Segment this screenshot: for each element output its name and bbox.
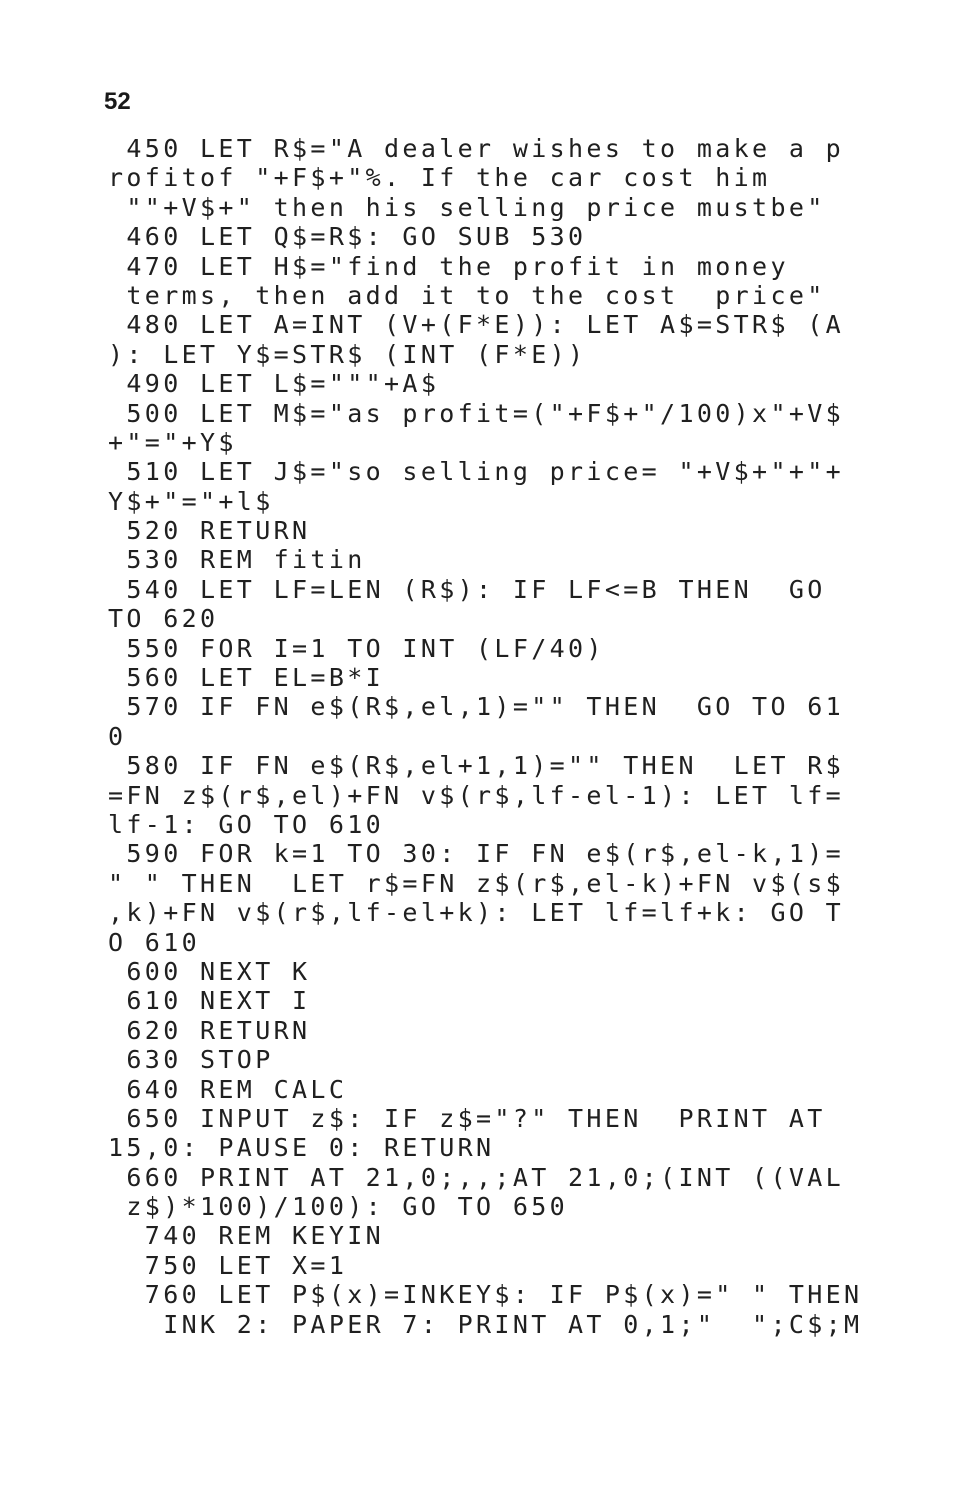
code-line: ""+V$+" then his selling price mustbe" [108,192,826,222]
code-line: INK 2: PAPER 7: PRINT AT 0,1;" ";C$;M [108,1309,863,1339]
code-line: 760 LET P$(x)=INKEY$: IF P$(x)=" " THEN [108,1280,863,1310]
page-number: 52 [104,88,131,115]
code-line: 560 LET EL=B*I [108,663,385,693]
code-line: 500 LET M$="as profit=("+F$+"/100)x"+V$ [108,398,845,428]
code-line: 550 FOR I=1 TO INT (LF/40) [108,633,605,663]
code-line: 490 LET L$="""+A$ [108,369,440,399]
code-line: 0 [108,721,127,751]
code-line: 580 IF FN e$(R$,el+1,1)="" THEN LET R$ [108,751,845,781]
code-line: 540 LET LF=LEN (R$): IF LF<=B THEN GO [108,574,826,604]
code-line: 630 STOP [108,1045,274,1075]
code-line: 590 FOR k=1 TO 30: IF FN e$(r$,el-k,1)= [108,839,845,869]
code-line: 470 LET H$="find the profit in money [108,251,789,281]
code-line: 600 NEXT K [108,956,311,986]
code-line: 570 IF FN e$(R$,el,1)="" THEN GO TO 61 [108,692,845,722]
code-line: =FN z$(r$,el)+FN v$(r$,lf-el-1): LET lf= [108,780,845,810]
code-line: ,k)+FN v$(r$,lf-el+k): LET lf=lf+k: GO T [108,898,845,928]
code-line: 660 PRINT AT 21,0;,,;AT 21,0;(INT ((VAL [108,1162,845,1192]
code-line: +"="+Y$ [108,427,237,457]
code-line: TO 620 [108,604,219,634]
code-line: 480 LET A=INT (V+(F*E)): LET A$=STR$ (A [108,310,845,340]
code-line: " " THEN LET r$=FN z$(r$,el-k)+FN v$(s$ [108,868,845,898]
code-line: 460 LET Q$=R$: GO SUB 530 [108,222,587,252]
code-line: z$)*100)/100): GO TO 650 [108,1192,569,1222]
code-line: 750 LET X=1 [108,1250,348,1280]
code-line: ): LET Y$=STR$ (INT (F*E)) [108,339,587,369]
code-line: 510 LET J$="so selling price= "+V$+"+"+ [108,457,845,487]
code-line: 610 NEXT I [108,986,311,1016]
code-line: 640 REM CALC [108,1074,348,1104]
code-line: O 610 [108,927,201,957]
code-line: 620 RETURN [108,1015,311,1045]
code-line: terms, then add it to the cost price" [108,280,826,310]
code-line: 520 RETURN [108,516,311,546]
code-line: 650 INPUT z$: IF z$="?" THEN PRINT AT [108,1103,826,1133]
code-listing [108,134,868,1339]
code-line: rofitof "+F$+"%. If the car cost him [108,163,771,193]
code-line: Y$+"="+l$ [108,486,274,516]
code-line: 450 LET R$="A dealer wishes to make a p [108,134,845,163]
code-line: lf-1: GO TO 610 [108,809,385,839]
code-line: 15,0: PAUSE 0: RETURN [108,1133,495,1163]
code-line: 740 REM KEYIN [108,1221,385,1251]
code-line: 530 REM fitin [108,545,366,575]
